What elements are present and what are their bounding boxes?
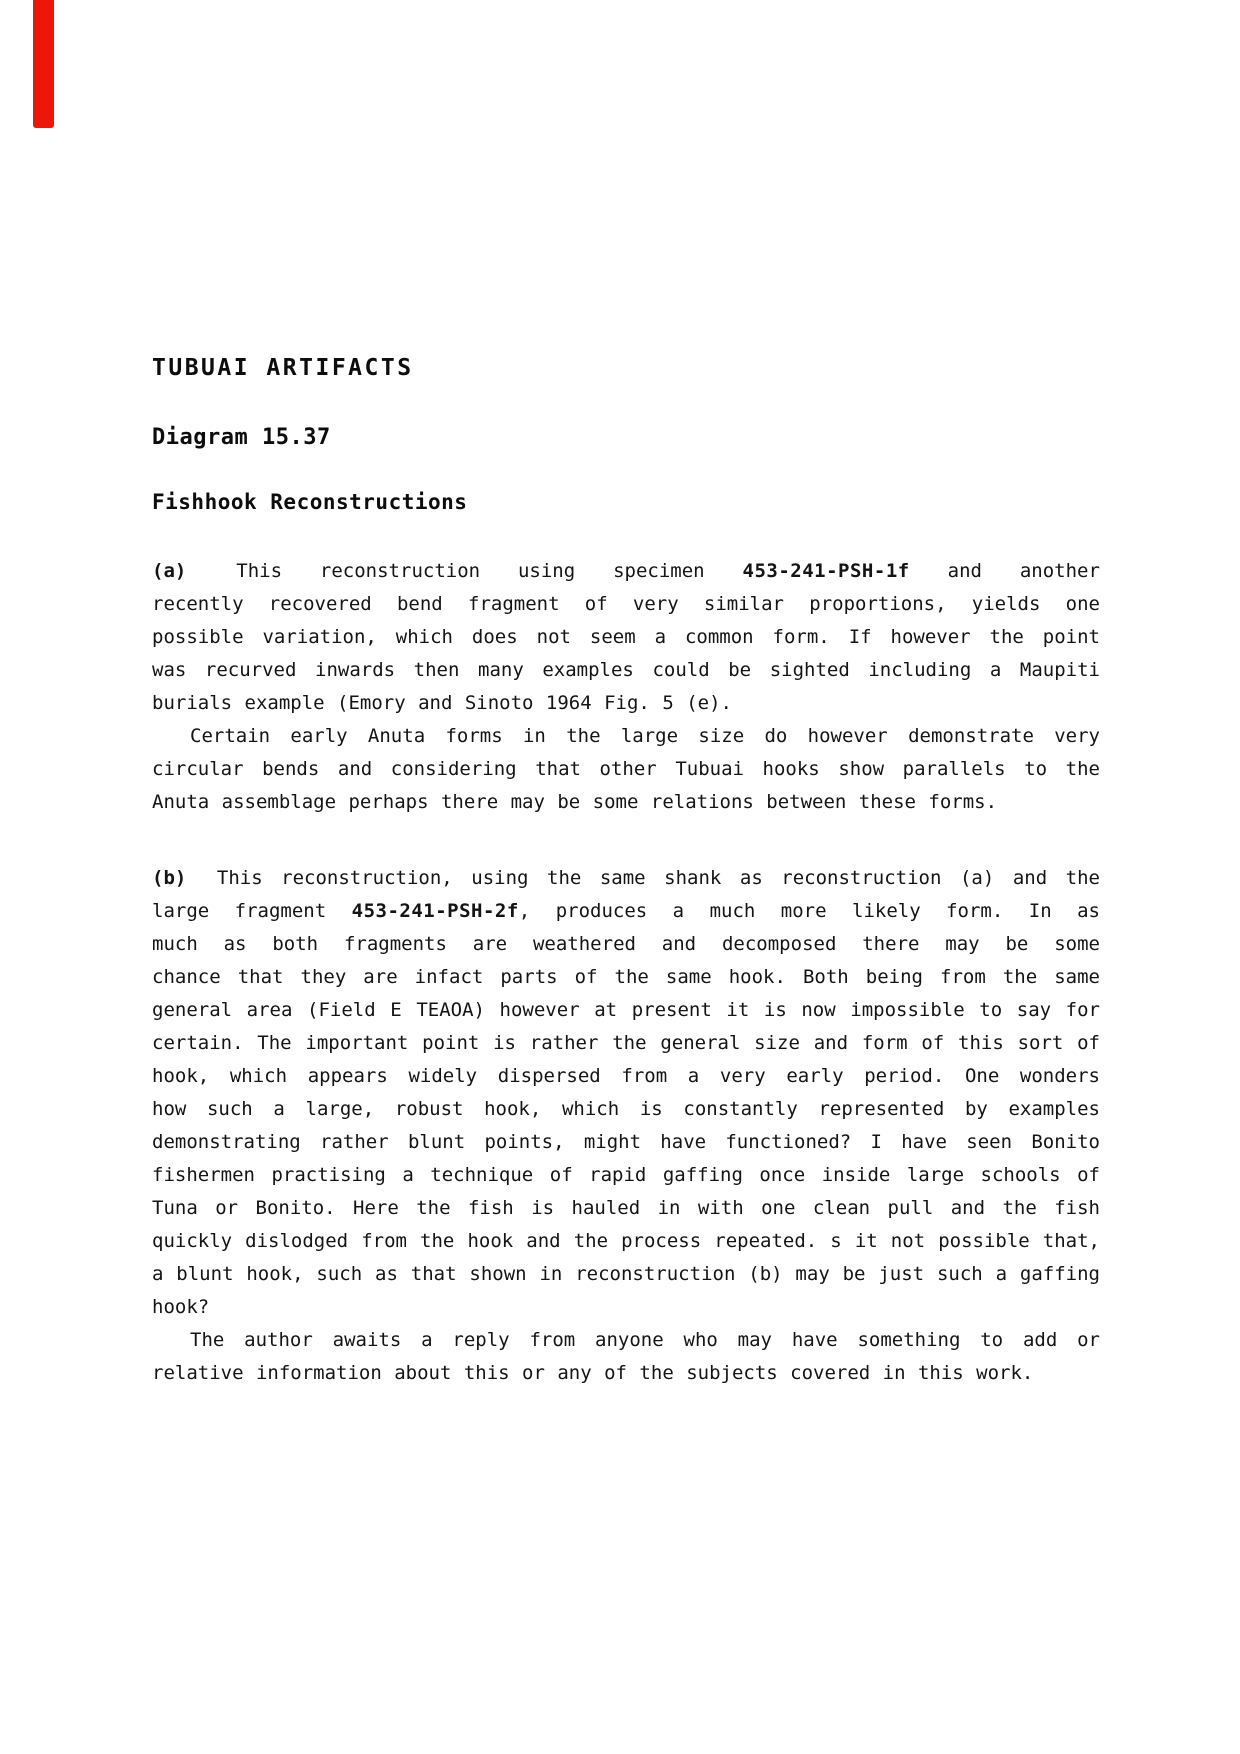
text-line: certain. The important point is rather the general size and form of this sort of [152,1032,1100,1054]
text-line: fishermen practising a technique of rapid gaffing once inside large schools of [152,1164,1100,1186]
text-line: relative information about this or any of the subjects covered in this work. [152,1362,1034,1384]
text-segment: This reconstruction, using the same shank as reconstruction (a) and the [216,867,1100,889]
text-line: hook? [152,1296,210,1318]
text-line: demonstrating rather blunt points, might have functioned? I have seen Bonito [152,1131,1100,1153]
document-title: TUBUAI ARTIFACTS [152,355,414,381]
text-line: much as both fragments are weathered and decomposed there may be some [152,933,1100,955]
text-segment: This reconstruction using specimen [236,560,705,582]
text-line: The author awaits a reply from anyone who may have something to add or [190,1329,1100,1351]
specimen-code-1f: 453-241-PSH-1f [742,560,910,582]
text-segment: and another [947,560,1100,582]
text-line: quickly dislodged from the hook and the process repeated. s it not possible that, [152,1230,1100,1252]
text-line: how such a large, robust hook, which is constantly represented by examples [152,1098,1100,1120]
text-line: Tuna or Bonito. Here the fish is hauled in with one clean pull and the fish [152,1197,1100,1219]
text-line: chance that they are infact parts of the same hook. Both being from the same [152,966,1100,988]
text-line: burials example (Emory and Sinoto 1964 Fig. 5 (e). [152,692,732,714]
text-line: general area (Field E TEAOA) however at present it is now impossible to say for [152,999,1100,1021]
text-line: was recurved inwards then many examples could be sighted including a Maupiti [152,659,1100,681]
text-line: circular bends and considering that other Tubuai hooks show parallels to the [152,758,1100,780]
paragraph-a-marker: (a) [152,560,187,582]
text-line: hook, which appears widely dispersed from a very early period. One wonders [152,1065,1100,1087]
paragraph-b [152,862,1100,1390]
text-line: a blunt hook, such as that shown in reconstruction (b) may be just such a gaffing [152,1263,1100,1285]
text-segment: large fragment [152,900,327,922]
document-content [152,0,1100,1390]
text-line [152,862,1100,895]
red-edge-mark [33,0,54,128]
text-line [152,895,1100,928]
text-line [152,555,1100,588]
text-line: recently recovered bend fragment of very similar proportions, yields one [152,593,1100,615]
section-heading: Fishhook Reconstructions [152,490,468,514]
diagram-label: Diagram 15.37 [152,425,331,450]
text-line: possible variation, which does not seem a common form. If however the point [152,626,1100,648]
specimen-code-2f: 453-241-PSH-2f [351,900,519,922]
text-line: Certain early Anuta forms in the large size do however demonstrate very [190,725,1100,747]
text-segment: , produces a much more likely form. In as [518,900,1100,922]
paragraph-a [152,555,1100,819]
text-line: Anuta assemblage perhaps there may be some relations between these forms. [152,791,998,813]
paragraph-b-marker: (b) [152,867,187,889]
